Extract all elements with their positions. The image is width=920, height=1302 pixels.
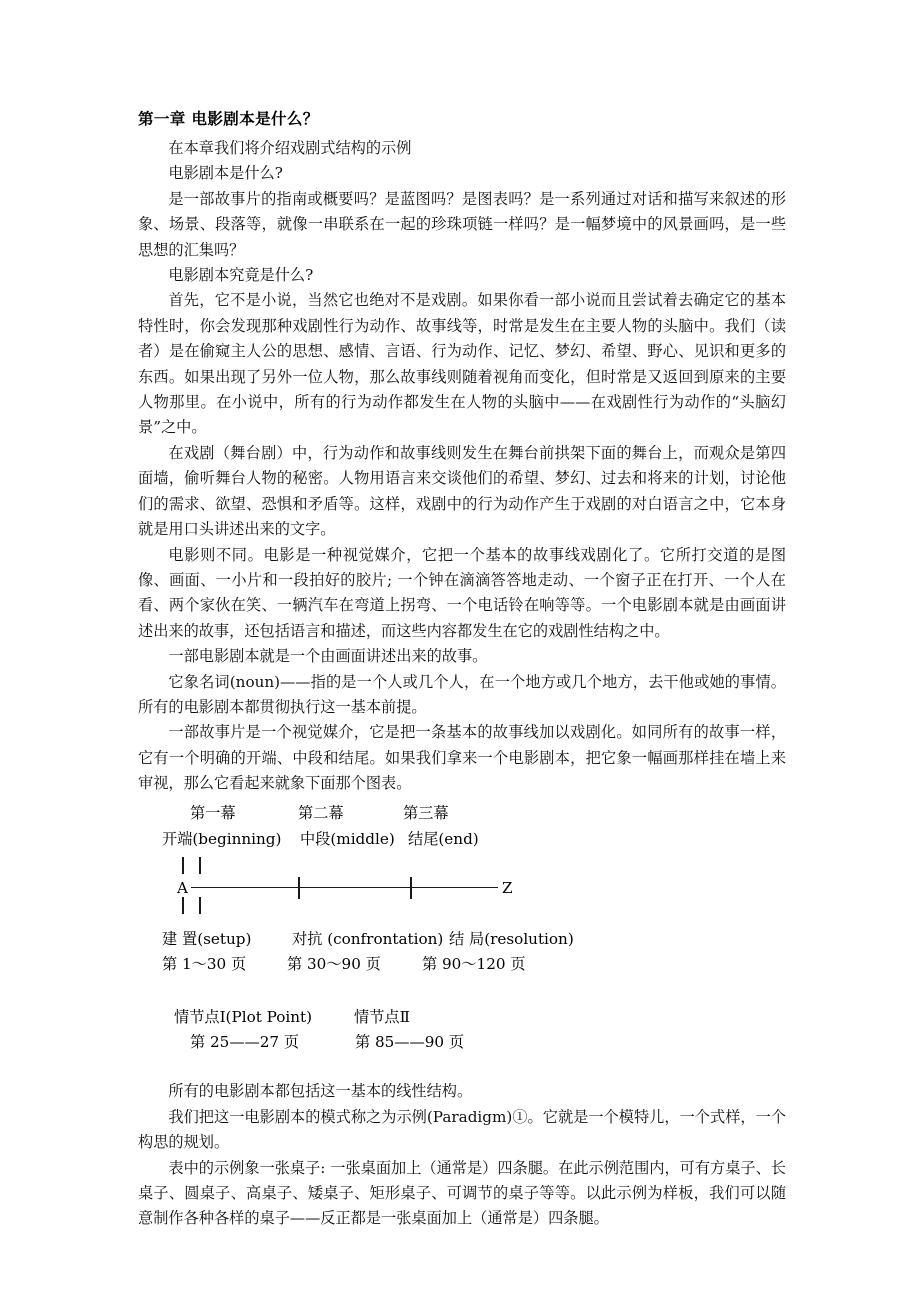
plot-point-2-pages: 第 85——90 页: [355, 1032, 465, 1051]
diagram-stage-end: 结尾(end): [408, 829, 479, 848]
diagram-act-divider-2-icon: [410, 877, 412, 899]
paragraph-question-2: 电影剧本究竟是什么?: [168, 266, 314, 285]
diagram-act-2: 第二幕: [298, 803, 344, 822]
diagram-function-setup: 建 置(setup): [162, 929, 252, 948]
diagram-page-ranges-row: [162, 952, 526, 977]
plot-point-1-label: 情节点Ⅰ(Plot Point): [174, 1007, 313, 1026]
paragraph-three-part-structure: 一部故事片是一个视觉媒介，它是把一条基本的故事线加以戏剧化。如同所有的故事一样，它有一个明确的开端、中段和结尾。如果我们拿来一个电影剧本，把它象一幅画那样挂在墙上来审视，那么它看起来就象下面那个图表。: [138, 723, 786, 793]
paragraph-intro: 在本章我们将介绍戏剧式结构的示例: [168, 139, 412, 157]
diagram-function-resolution: 结 局(resolution): [449, 929, 574, 948]
paragraph-film-visual: 电影则不同。电影是一种视觉媒介，它把一个基本的故事线戏剧化了。它所打交道的是图像、画面、一小片和一段拍好的胶片; 一个钟在滴滴答答地走动、一个窗子正在打开、一个人在看、两个家伙在笑、一辆汽车在弯道上拐弯、一个电话铃在响等等。一个电影剧本就是由画面讲述出来的故事，还包括语言和描述，而这些内容都发生在它的戏剧性结构之中。: [138, 545, 786, 640]
diagram-function-confrontation: 对抗 (confrontation): [292, 929, 444, 948]
plot-point-1-tick-bottom-secondary-icon: [199, 897, 201, 914]
plot-point-1-pages: 第 25——27 页: [190, 1032, 300, 1051]
paragraph-paradigm: 我们把这一电影剧本的模式称之为示例(Paradigm)①。它就是一个模特儿，一个式样，一个构思的规划。: [138, 1107, 786, 1152]
paragraph-noun-analogy: 它象名词(noun)——指的是一个人或几个人，在一个地方或几个地方，去干他或她的事情。所有的电影剧本都贯彻执行这一基本前提。: [138, 672, 786, 716]
plot-point-1-tick-top-secondary-icon: [199, 857, 201, 874]
paradigm-diagram: [138, 801, 786, 999]
diagram-stages-row: [162, 827, 498, 852]
document-content: [138, 108, 786, 1232]
diagram-act-divider-1-icon: [298, 877, 300, 899]
paragraph-question-1: 电影剧本是什么?: [168, 164, 283, 183]
diagram-spacer: [138, 1055, 786, 1079]
paragraph-novel-comparison: 首先，它不是小说，当然它也绝对不是戏剧。如果你看一部小说而且尝试着去确定它的基本特性时，你会发现那种戏剧性行为动作、故事线等，时常是发生在主要人物的头脑中。我们（读者）是在偷窥主人公的思想、感情、言语、行为动作、记忆、梦幻、希望、野心、见识和更多的东西。如果出现了另外一位人物，那么故事线则随着视角而变化，但时常是又返回到原来的主要人物那里。在小说中，所有的行为动作都发生在人物的头脑中——在戏剧性行为动作的“头脑幻景”之中。: [138, 291, 786, 437]
diagram-stage-beginning: 开端(beginning): [162, 829, 282, 848]
plot-point-2-label: 情节点Ⅱ: [354, 1007, 410, 1026]
diagram-plot-points-row: [138, 1005, 786, 1030]
diagram-plot-point-pages-row: [138, 1030, 786, 1055]
diagram-axis-start-label: A: [177, 878, 188, 897]
paragraph-stage-play: 在戏剧（舞台剧）中，行为动作和故事线则发生在舞台前拱架下面的舞台上，而观众是第四面墙，偷听舞台人物的秘密。人物用语言来交谈他们的希望、梦幻、过去和将来的计划，讨论他们的需求、欲望、恐惧和矛盾等。这样，戏剧中的行为动作产生于戏剧的对白语言之中，它本身就是用口头讲述出来的文字。: [138, 443, 786, 539]
diagram-pages-act-2: 第 30～90 页: [287, 954, 381, 973]
diagram-act-1: 第一幕: [190, 803, 236, 822]
diagram-acts-row: [190, 801, 493, 826]
paragraph-linear-structure: 所有的电影剧本都包括这一基本的线性结构。: [168, 1082, 473, 1101]
diagram-axis-end-label: Z: [502, 878, 513, 897]
diagram-functions-row: [162, 927, 574, 952]
plot-point-1-tick-top-icon: [182, 857, 184, 874]
diagram-axis: [174, 857, 564, 917]
diagram-pages-act-1: 第 1～30 页: [162, 954, 247, 973]
diagram-pages-act-3: 第 90～120 页: [422, 954, 526, 973]
plot-point-1-tick-bottom-icon: [182, 897, 184, 914]
paragraph-question-list: 是一部故事片的指南或概要吗？是蓝图吗？是图表吗？是一系列通过对话和描写来叙述的形象、场景、段落等，就像一串联系在一起的珍珠项链一样吗？是一幅梦境中的风景画吗，是一些思想的汇集吗？: [138, 189, 786, 259]
chapter-title: 第一章 电影剧本是什么？: [138, 110, 319, 128]
paragraph-screenplay-definition: 一部电影剧本就是一个由画面讲述出来的故事。: [168, 647, 488, 666]
diagram-axis-line: [191, 887, 498, 889]
diagram-act-3: 第三幕: [403, 803, 449, 822]
paragraph-table-analogy: 表中的示例象一张桌子: 一张桌面加上（通常是）四条腿。在此示例范围内，可有方桌子、长桌子、圆桌子、高桌子、矮桌子、矩形桌子、可调节的桌子等等。以此示例为样板，我们可以随意制作各种各样的桌子——反正都是一张桌面加上（通常是）四条腿。: [138, 1158, 786, 1228]
diagram-stage-middle: 中段(middle): [300, 829, 395, 848]
